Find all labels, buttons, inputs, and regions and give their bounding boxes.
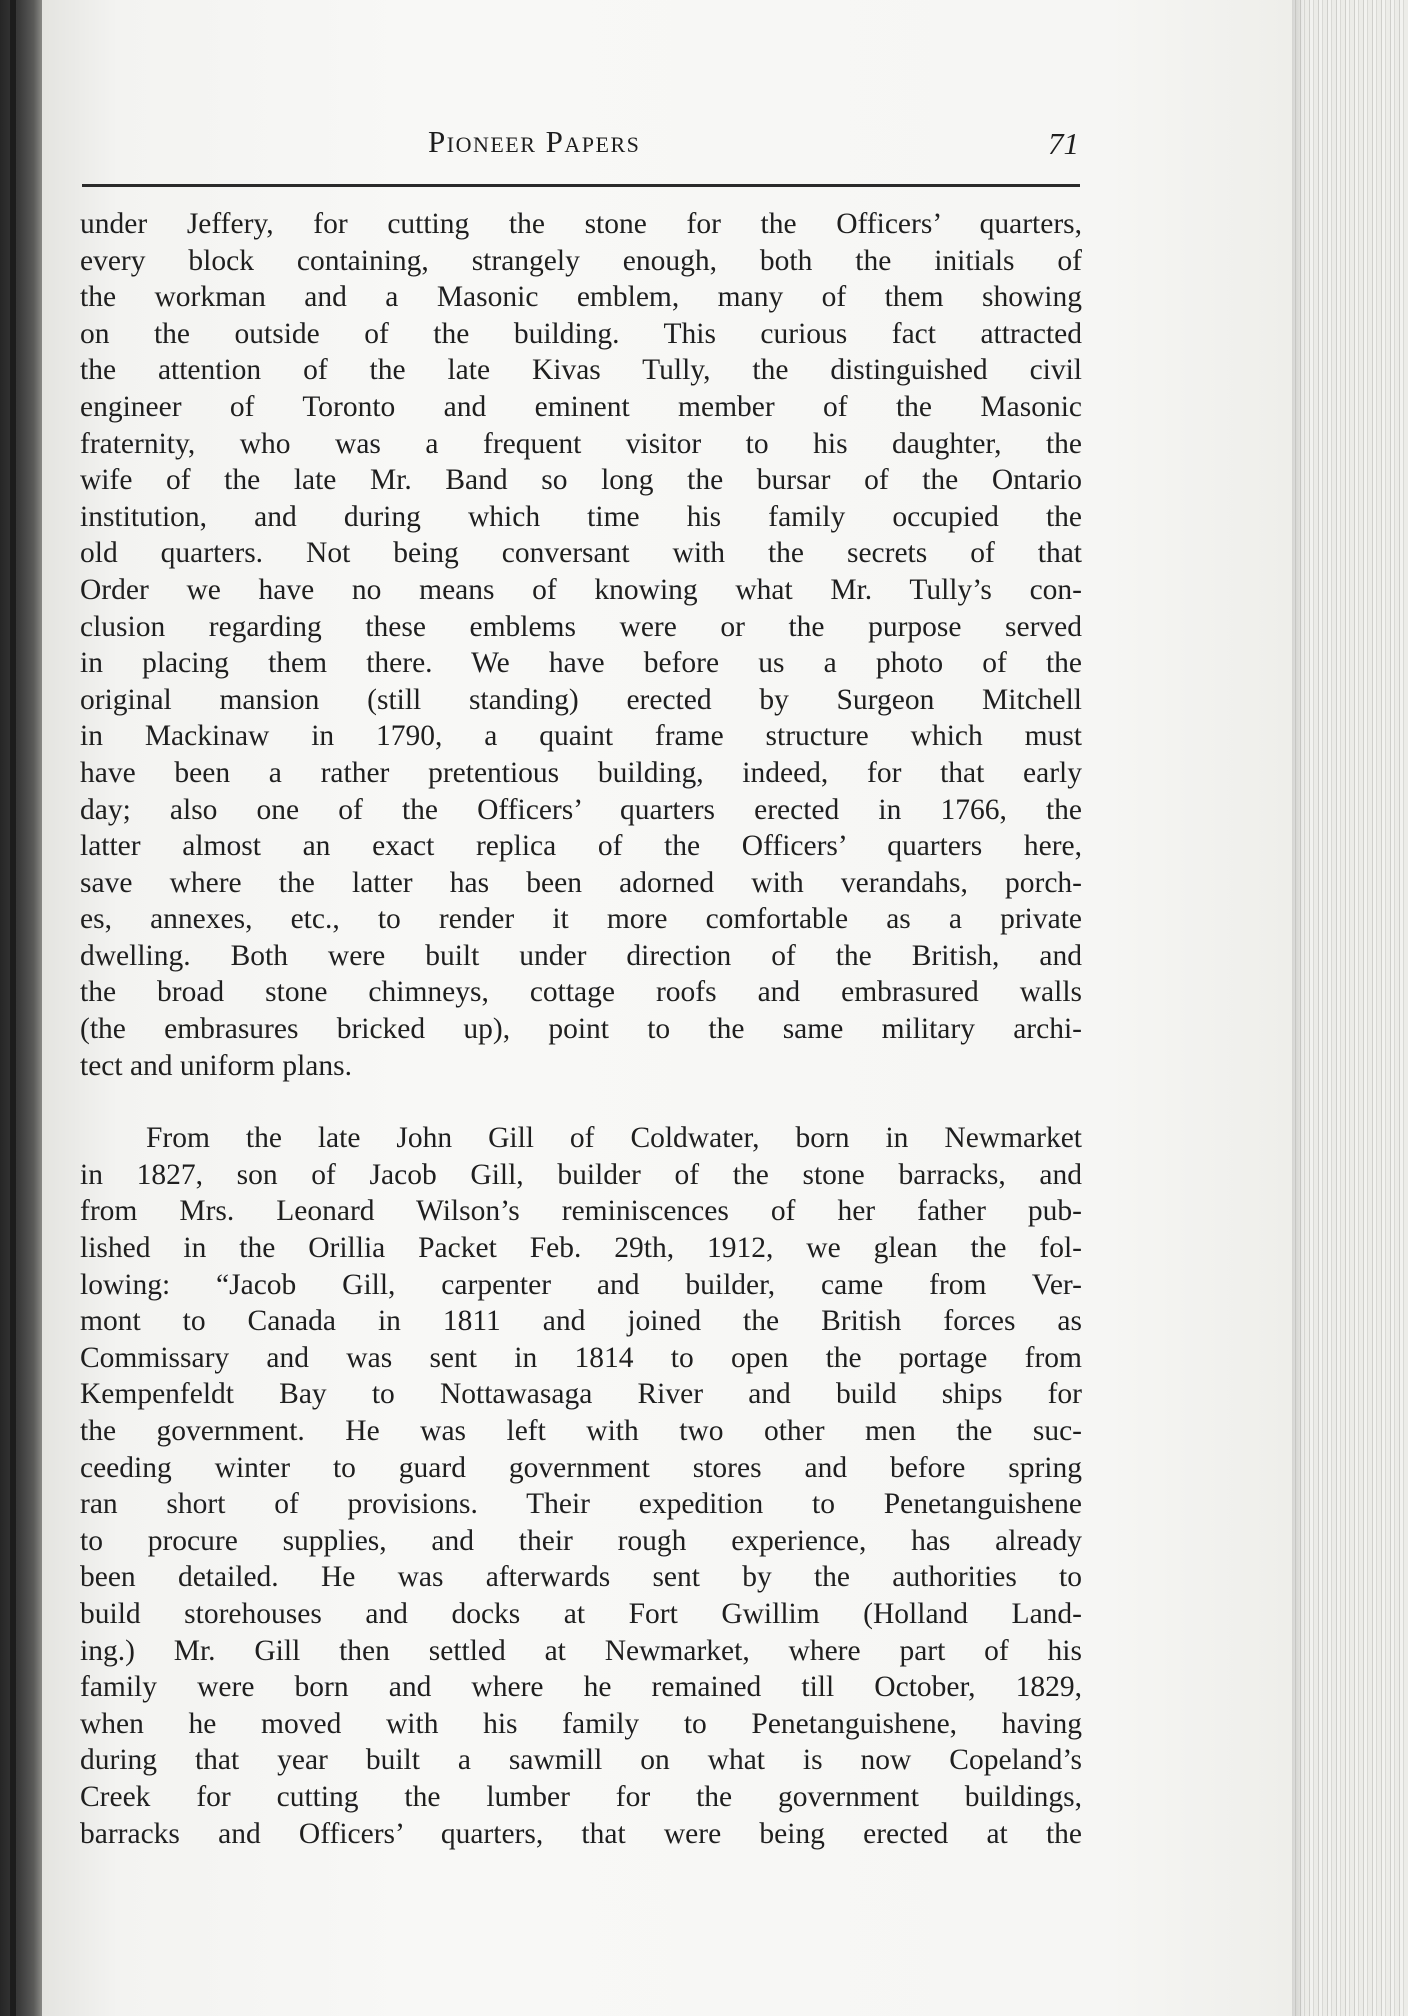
text-line: ran short of provisions. Their expedition to Penetanguishene (80, 1488, 1082, 1521)
text-line: Commissary and was sent in 1814 to open the portage from (80, 1341, 1082, 1374)
text-line: every block containing, strangely enough, both the initials of (80, 244, 1082, 277)
text-line: day; also one of the Officers’ quarters erected in 1766, the (80, 793, 1082, 826)
text-line: to procure supplies, and their rough experience, has already (80, 1524, 1082, 1557)
text-line: ceeding winter to guard government stores and before spring (80, 1451, 1082, 1484)
text-line: been detailed. He was afterwards sent by the authorities to (80, 1561, 1082, 1594)
text-line: original mansion (still standing) erected by Surgeon Mitchell (80, 683, 1082, 716)
paragraph (80, 206, 1082, 1084)
text-line: wife of the late Mr. Band so long the bursar of the Ontario (80, 464, 1082, 497)
text-line: the broad stone chimneys, cottage roofs and embrasured walls (80, 976, 1082, 1009)
paragraph (80, 1120, 1082, 1852)
text-line: in Mackinaw in 1790, a quaint frame structure which must (80, 720, 1082, 753)
text-line: Kempenfeldt Bay to Nottawasaga River and build ships for (80, 1378, 1082, 1411)
text-line: the government. He was left with two other men the suc- (80, 1415, 1082, 1447)
text-line: save where the latter has been adorned with verandahs, porch- (80, 866, 1082, 899)
text-line: have been a rather pretentious building, indeed, for that early (80, 756, 1082, 789)
text-line: mont to Canada in 1811 and joined the British forces as (80, 1305, 1082, 1338)
text-line: build storehouses and docks at Fort Gwillim (Holland Land- (80, 1597, 1082, 1630)
text-line: (the embrasures bricked up), point to the same military archi- (80, 1013, 1082, 1046)
text-line: in placing them there. We have before us a photo of the (80, 647, 1082, 680)
text-line: fraternity, who was a frequent visitor to his daughter, the (80, 427, 1082, 460)
body-text (80, 206, 1082, 1852)
text-line: barracks and Officers’ quarters, that were being erected at the (80, 1817, 1082, 1850)
text-line: Order we have no means of knowing what Mr. Tully’s con- (80, 573, 1082, 606)
text-line: old quarters. Not being conversant with the secrets of that (80, 537, 1082, 570)
header-rule (82, 184, 1080, 187)
text-line: engineer of Toronto and eminent member of the Masonic (80, 390, 1082, 423)
page-stack-shadow (1292, 0, 1306, 2016)
text-line: institution, and during which time his family occupied the (80, 500, 1082, 533)
page-stack-edge (1292, 0, 1408, 2016)
text-line: family were born and where he remained till October, 1829, (80, 1671, 1082, 1704)
text-line: tect and uniform plans. (80, 1049, 352, 1082)
text-line: lished in the Orillia Packet Feb. 29th, 1912, we glean the fol- (80, 1232, 1082, 1265)
text-line: during that year built a sawmill on what is now Copeland’s (80, 1744, 1082, 1777)
text-line: when he moved with his family to Penetanguishene, having (80, 1707, 1082, 1740)
running-head: Pioneer Papers (428, 124, 641, 159)
binding-edge (10, 0, 16, 2016)
text-line: From the late John Gill of Coldwater, born in Newmarket (146, 1122, 1082, 1155)
text-line: clusion regarding these emblems were or the purpose served (80, 610, 1082, 643)
page-number: 71 (1048, 126, 1079, 161)
book-binding (0, 0, 42, 2016)
text-line: from Mrs. Leonard Wilson’s reminiscences of her father pub- (80, 1195, 1082, 1228)
page-header (80, 118, 1080, 168)
text-line: on the outside of the building. This curious fact attracted (80, 317, 1082, 350)
text-line: ing.) Mr. Gill then settled at Newmarket, where part of his (80, 1634, 1082, 1667)
text-line: the workman and a Masonic emblem, many of them showing (80, 281, 1082, 314)
text-line: dwelling. Both were built under direction of the British, and (80, 939, 1082, 972)
text-line: lowing: “Jacob Gill, carpenter and builder, came from Ver- (80, 1268, 1082, 1301)
text-line: the attention of the late Kivas Tully, the distinguished civil (80, 354, 1082, 387)
text-line: under Jeffery, for cutting the stone for the Officers’ quarters, (80, 208, 1082, 240)
text-line: latter almost an exact replica of the Officers’ quarters here, (80, 830, 1082, 863)
text-line: Creek for cutting the lumber for the government buildings, (80, 1780, 1082, 1813)
text-line: es, annexes, etc., to render it more comfortable as a private (80, 903, 1082, 936)
text-line: in 1827, son of Jacob Gill, builder of the stone barracks, and (80, 1158, 1082, 1191)
